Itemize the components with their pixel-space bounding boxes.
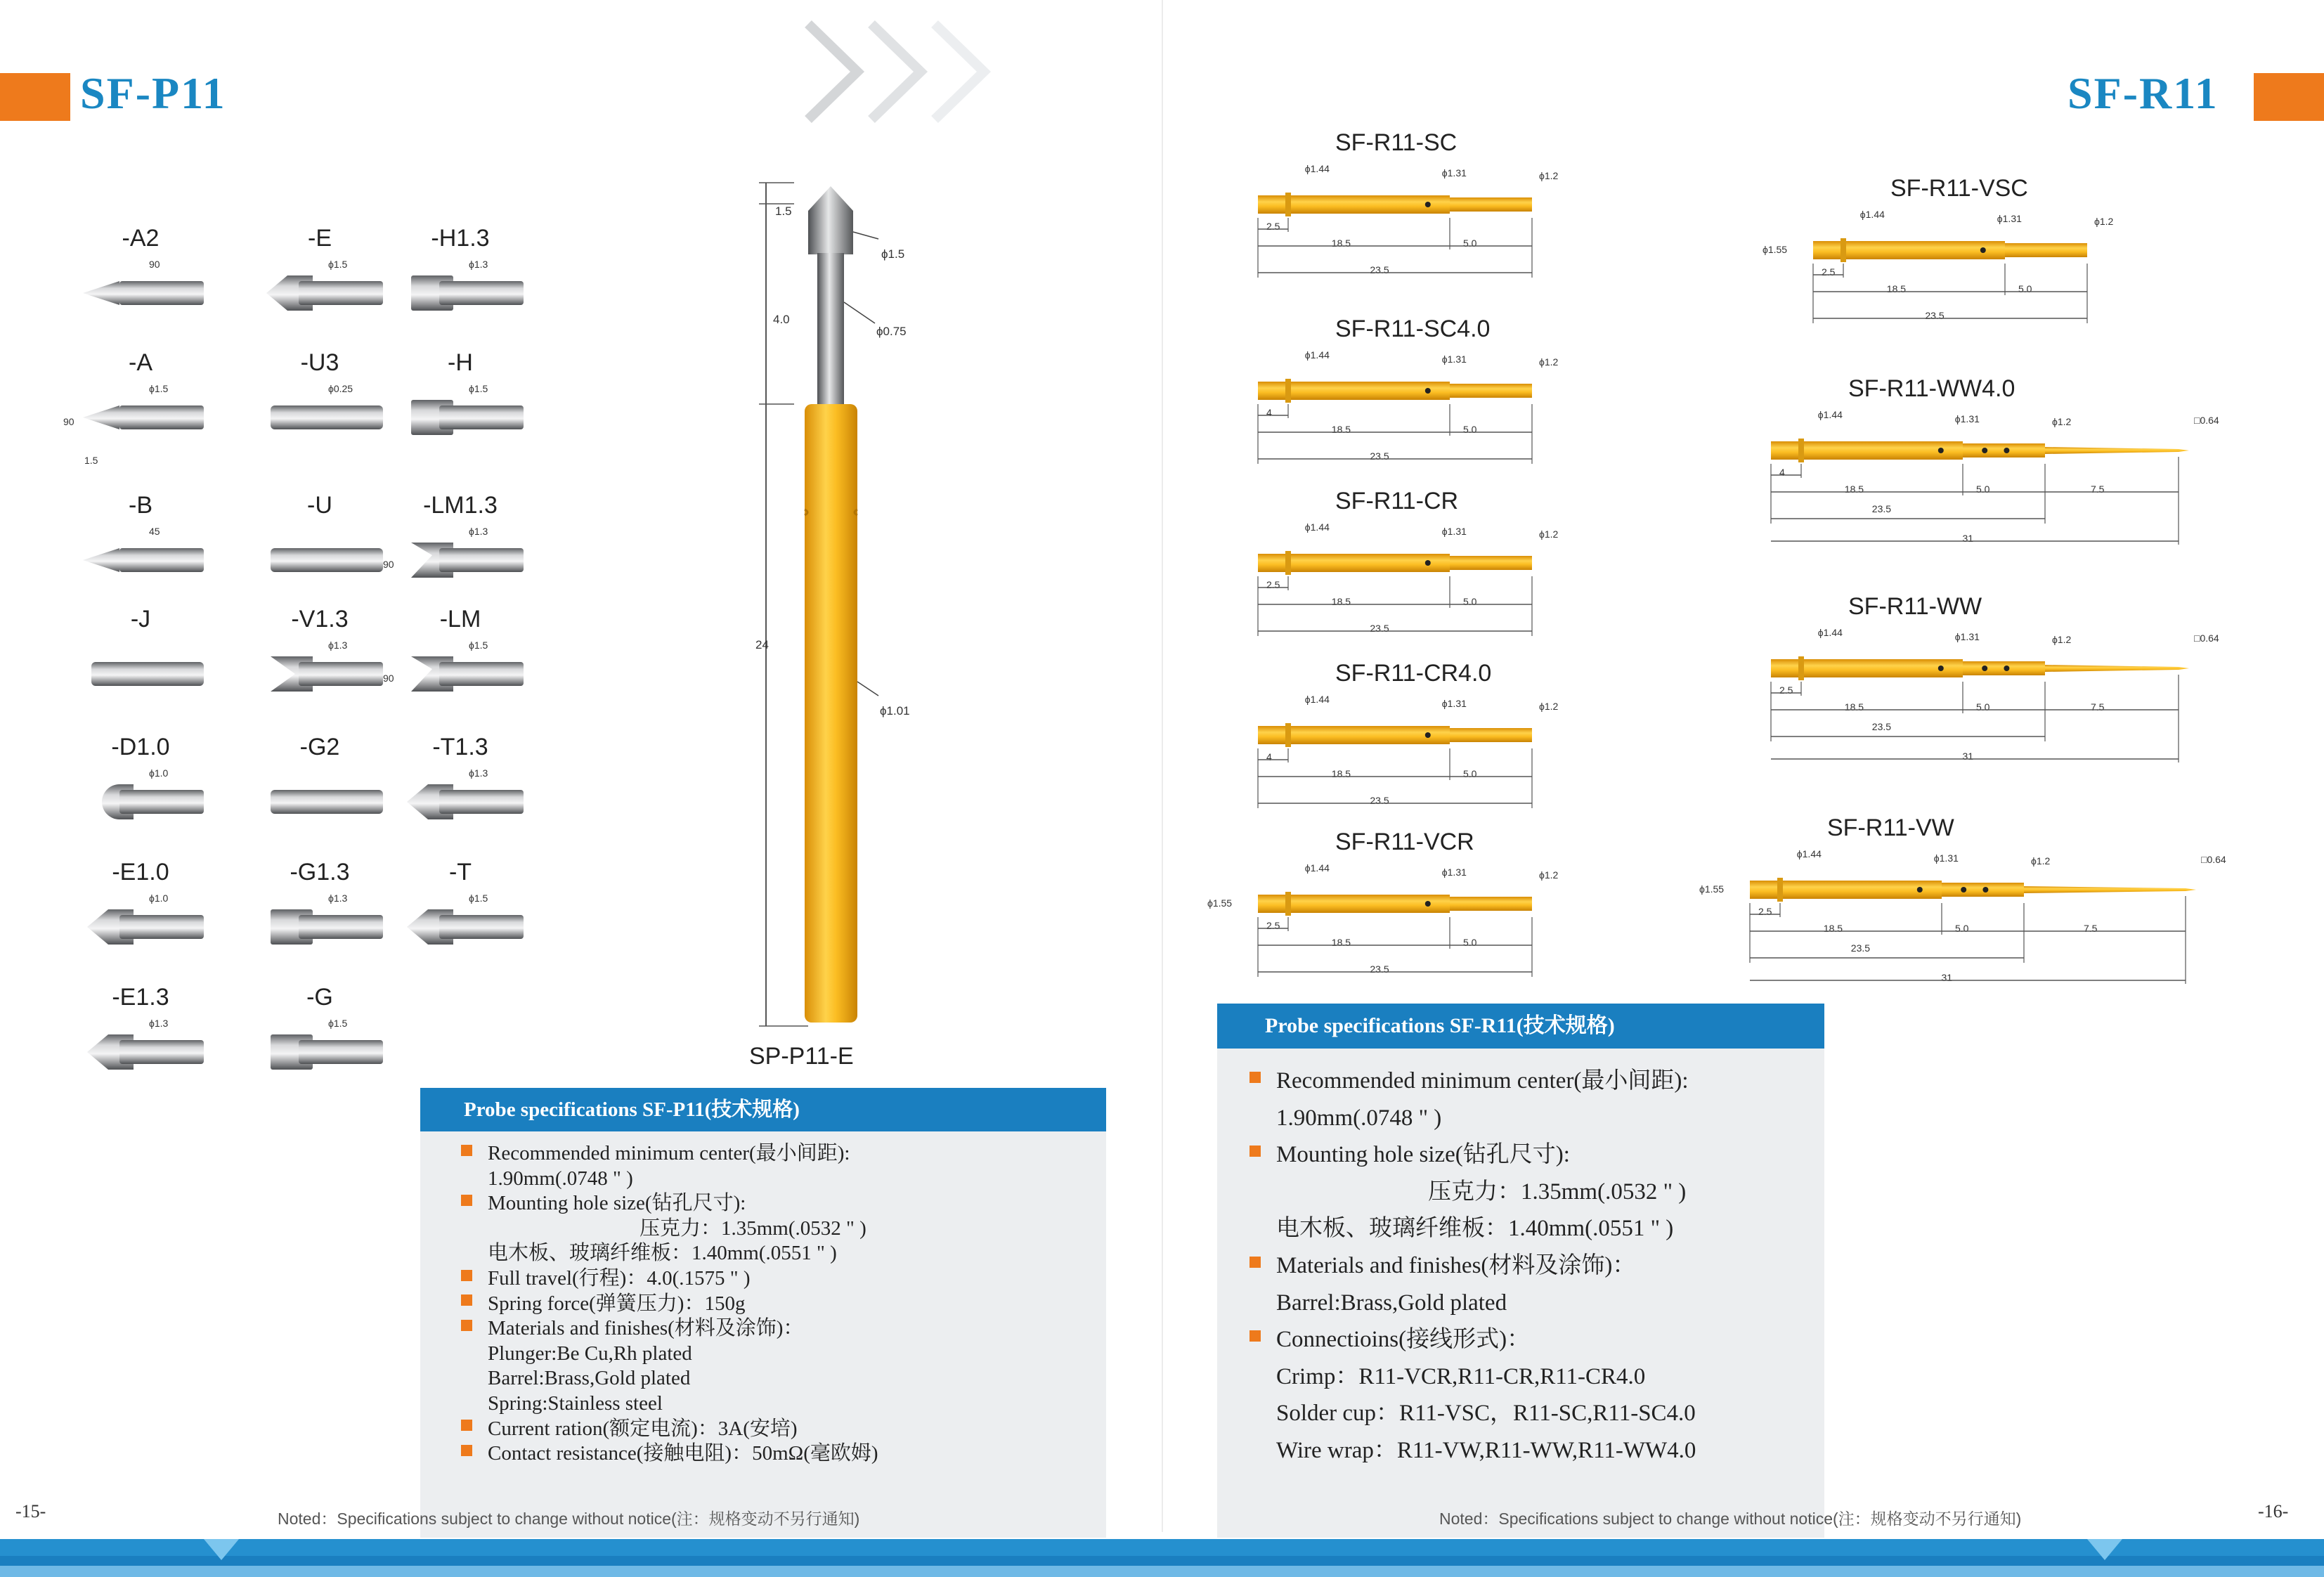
tip-label: -U — [307, 492, 332, 519]
tip-dimension: ϕ1.3 — [469, 767, 488, 779]
dimension-label: 7.5 — [2091, 484, 2105, 495]
diameter-label: ϕ1.2 — [1539, 170, 1559, 181]
dimension-label: 18.5 — [1331, 768, 1351, 779]
tip-a2-drawing — [77, 260, 211, 323]
dimension-label: 23.5 — [1370, 450, 1389, 462]
dimension-label: 4 — [1779, 467, 1785, 478]
tip-lm1.3-drawing — [397, 527, 531, 590]
dimension-label: 18.5 — [1331, 238, 1351, 249]
dimension-label: 4 — [1266, 407, 1272, 418]
spec-line-text: Recommended minimum center(最小间距): — [1276, 1068, 1689, 1093]
tip-t-drawing — [397, 894, 531, 957]
spec-line-text: Spring force(弹簧压力)：150g — [488, 1292, 746, 1315]
spec-line-text: Barrel:Brass,Gold plated — [488, 1367, 691, 1390]
dimension-label: 2.5 — [1266, 221, 1280, 232]
dimension-label: 18.5 — [1331, 424, 1351, 435]
tip-e-drawing — [257, 260, 390, 323]
spec-line-text: Barrel:Brass,Gold plated — [1276, 1290, 1507, 1316]
probe-drawing — [1244, 162, 1602, 302]
bullet-marker — [1249, 1257, 1261, 1268]
dimension-label: 23.5 — [1871, 503, 1892, 514]
diameter-label: ϕ1.2 — [2052, 416, 2072, 427]
tip-label: -V1.3 — [291, 606, 349, 632]
dimension-label: 31 — [1962, 533, 1974, 544]
diameter-label: ϕ1.55 — [1699, 883, 1725, 895]
diameter-label: ϕ1.55 — [1763, 244, 1788, 255]
dimension-label: 23.5 — [1370, 623, 1389, 634]
tip-dimension: ϕ1.5 — [328, 259, 348, 270]
dimension-label: 2.5 — [1758, 906, 1772, 917]
tip-label: -A2 — [122, 225, 160, 252]
tip-label: -LM — [439, 606, 481, 632]
spec-line-text: Materials and finishes(材料及涂饰)： — [1276, 1252, 1636, 1278]
dimension-label: 5.0 — [1463, 596, 1477, 607]
tip-dimension: ϕ1.3 — [328, 893, 348, 904]
diameter-label: ϕ1.44 — [1304, 521, 1330, 533]
tip-label: -B — [129, 492, 152, 519]
tip-dimension: ϕ1.3 — [469, 526, 488, 537]
dimension-label: 2.5 — [1822, 266, 1836, 278]
dimension-label: 5.0 — [1463, 424, 1477, 435]
bullet-marker — [1249, 1146, 1261, 1157]
diameter-label: ϕ1.44 — [1304, 349, 1330, 361]
bullet-marker — [461, 1294, 472, 1306]
left-footnote: Noted：Specifications subject to change without notice(注：规格变动不另行通知) — [278, 1510, 860, 1528]
diameter-label: ϕ1.31 — [1954, 413, 1980, 424]
tip-u3-drawing — [257, 384, 390, 448]
spec-line — [457, 1241, 1106, 1266]
page-divider — [1162, 0, 1163, 1532]
left-orange-marker — [0, 73, 70, 121]
bottom-band — [0, 1532, 2324, 1577]
spec-line-text: Materials and finishes(材料及涂饰)： — [488, 1317, 804, 1340]
tip-v1.3-drawing — [257, 641, 390, 704]
tip-dimension: ϕ1.5 — [469, 893, 488, 904]
spec-line-text: Spring:Stainless steel — [488, 1391, 663, 1415]
bullet-marker — [1249, 1072, 1261, 1083]
probe-title: SF-R11-VW — [1827, 815, 1954, 841]
spec-line-text: 1.90mm(.0748 " ) — [488, 1167, 633, 1190]
spec-line — [1245, 1321, 1824, 1358]
spec-line-text: 电木板、玻璃纤维板：1.40mm(.0551 " ) — [488, 1242, 837, 1265]
right-page-title: SF-R11 — [2067, 68, 2219, 118]
dimension-label: 31 — [1962, 751, 1974, 762]
spec-line — [1245, 1395, 1824, 1432]
bullet-marker — [461, 1195, 472, 1206]
tip-label: -J — [130, 606, 151, 632]
diameter-label: ϕ1.31 — [1997, 213, 2022, 224]
probe-title: SF-R11-WW4.0 — [1848, 375, 2015, 402]
dimension-label: 18.5 — [1331, 937, 1351, 948]
diameter-label: ϕ1.2 — [2052, 634, 2072, 645]
diameter-label: ϕ1.2 — [1539, 869, 1559, 881]
spec-line — [1245, 1358, 1824, 1396]
tip-label: -D1.0 — [111, 734, 170, 760]
spec-line-text: Mounting hole size(钻孔尺寸): — [1276, 1142, 1570, 1168]
big-probe-name: SP-P11-E — [749, 1043, 854, 1070]
spec-line — [457, 1316, 1106, 1342]
tip-label: -E — [308, 225, 332, 252]
tip-label: -E1.0 — [112, 859, 169, 885]
big-probe-barrel-diameter: ϕ1.01 — [880, 704, 910, 718]
tip-label: -T1.3 — [432, 734, 488, 760]
spec-line — [457, 1366, 1106, 1391]
dimension-label: 2.5 — [1266, 579, 1280, 590]
tip-dimension: 90 — [149, 259, 160, 270]
spec-line-text: Mounting hole size(钻孔尺寸): — [488, 1192, 746, 1215]
tip-d1.0-drawing — [77, 769, 211, 832]
big-probe-tip-length: 1.5 — [775, 205, 792, 218]
probe-drawing — [1244, 348, 1602, 488]
tip-h1.3-drawing — [397, 260, 531, 323]
diameter-label: ϕ1.44 — [1304, 694, 1330, 705]
spec-line — [1245, 1285, 1824, 1322]
dimension-label: 23.5 — [1925, 310, 1945, 321]
big-probe-plunger-diameter: ϕ0.75 — [876, 325, 907, 338]
right-page-number: -16- — [2258, 1501, 2289, 1521]
diameter-label: ϕ1.31 — [1933, 852, 1959, 864]
dimension-label: 23.5 — [1370, 963, 1389, 975]
diameter-label: ϕ1.2 — [2031, 855, 2051, 867]
bullet-marker — [461, 1145, 472, 1156]
probe-title: SF-R11-VCR — [1335, 829, 1474, 855]
probe-drawing — [1244, 520, 1602, 661]
spec-line — [1245, 1210, 1824, 1247]
diameter-label: ϕ1.44 — [1304, 163, 1330, 174]
probe-drawing — [1244, 861, 1602, 1001]
tip-label: -U3 — [300, 349, 339, 376]
dimension-label: 5.0 — [1955, 923, 1969, 934]
bullet-marker — [461, 1445, 472, 1456]
square-size-label: □0.64 — [2194, 632, 2219, 644]
dimension-label: 7.5 — [2084, 923, 2098, 934]
diameter-label: ϕ1.2 — [2094, 216, 2114, 227]
tip-g2-drawing — [257, 769, 390, 832]
spec-line — [1245, 1063, 1824, 1100]
dimension-label: 2.5 — [1266, 920, 1280, 931]
spec-line — [1245, 1136, 1824, 1174]
big-probe-total-length: 24 — [755, 638, 769, 651]
diameter-label: ϕ1.31 — [1954, 631, 1980, 642]
spec-line-text: Plunger:Be Cu,Rh plated — [488, 1342, 692, 1365]
dimension-label: 7.5 — [2091, 701, 2105, 713]
tip-t1.3-drawing — [397, 769, 531, 832]
spec-line-text: Wire wrap：R11-VW,R11-WW,R11-WW4.0 — [1276, 1437, 1696, 1463]
tip-label: -LM1.3 — [423, 492, 498, 519]
tip-label: -G1.3 — [290, 859, 350, 885]
probe-title: SF-R11-SC4.0 — [1335, 316, 1491, 342]
spec-line — [1245, 1247, 1824, 1285]
spec-line — [1245, 1100, 1824, 1137]
left-spec-list — [420, 1131, 1106, 1467]
tip-j-drawing — [77, 641, 211, 704]
tip-label: -H — [448, 349, 473, 376]
tip-dimension: ϕ1.3 — [328, 640, 348, 651]
chevron-decoration-icon — [801, 15, 1012, 128]
probe-title: SF-R11-VSC — [1890, 175, 2028, 202]
dimension-label: 18.5 — [1331, 596, 1351, 607]
spec-line — [457, 1417, 1106, 1442]
spec-line-text: 1.90mm(.0748 " ) — [1276, 1105, 1442, 1131]
tip-a-drawing — [77, 384, 211, 448]
diameter-label: ϕ1.44 — [1796, 848, 1822, 859]
tip-dimension: ϕ1.0 — [149, 893, 169, 904]
dimension-label: 4 — [1266, 751, 1272, 762]
left-spec-heading: Probe specifications SF-P11(技术规格) — [420, 1088, 1106, 1131]
probe-drawing — [1757, 408, 2235, 548]
tip-dimension: 90 — [383, 559, 394, 570]
probe-title: SF-R11-SC — [1335, 129, 1458, 156]
spec-line-text: 压克力：1.35mm(.0532 " ) — [1428, 1179, 1687, 1205]
diameter-label: ϕ1.31 — [1441, 526, 1467, 537]
spec-line — [1245, 1432, 1824, 1469]
left-page-title: SF-P11 — [80, 68, 226, 118]
dimension-label: 18.5 — [1823, 923, 1843, 934]
tip-dimension: ϕ1.3 — [469, 259, 488, 270]
right-spec-heading: Probe specifications SF-R11(技术规格) — [1217, 1004, 1824, 1049]
spec-line-text: Crimp：R11-VCR,R11-CR,R11-CR4.0 — [1276, 1363, 1646, 1389]
diameter-label: ϕ1.44 — [1304, 862, 1330, 874]
bullet-marker — [461, 1320, 472, 1331]
right-orange-marker — [2254, 73, 2324, 121]
spec-line — [457, 1266, 1106, 1292]
tip-dimension: ϕ1.5 — [328, 1018, 348, 1029]
dimension-label: 23.5 — [1871, 721, 1892, 732]
dimension-label: 18.5 — [1844, 701, 1864, 713]
tip-dimension: ϕ1.5 — [149, 383, 169, 394]
tip-g-drawing — [257, 1019, 390, 1082]
dimension-label: 31 — [1941, 972, 1953, 983]
dimension-label: 23.5 — [1370, 264, 1389, 275]
left-page-number: -15- — [15, 1501, 46, 1521]
tip-label: -T — [448, 859, 472, 885]
square-size-label: □0.64 — [2201, 854, 2226, 865]
probe-title: SF-R11-CR — [1335, 488, 1459, 514]
dimension-label: 5.0 — [2018, 283, 2032, 294]
dimension-label: 2.5 — [1779, 684, 1793, 696]
bullet-marker — [461, 1420, 472, 1431]
spec-line-text: Current ration(额定电流)：3A(安培) — [488, 1417, 798, 1440]
diameter-label: ϕ1.31 — [1441, 698, 1467, 709]
dimension-label: 18.5 — [1886, 283, 1907, 294]
tip-dimension: 90 — [383, 673, 394, 684]
tip-dimension: ϕ0.25 — [328, 383, 353, 394]
diameter-label: ϕ1.2 — [1539, 701, 1559, 712]
tip-label: -E1.3 — [112, 984, 169, 1011]
tip-dimension: 1.5 — [84, 455, 98, 466]
right-footnote: Noted：Specifications subject to change without notice(注：规格变动不另行通知) — [1439, 1510, 2022, 1528]
spec-line-text: 电木板、玻璃纤维板：1.40mm(.0551 " ) — [1276, 1216, 1674, 1242]
tip-dimension: ϕ1.0 — [149, 767, 169, 779]
bullet-marker — [1249, 1330, 1261, 1342]
probe-title: SF-R11-CR4.0 — [1335, 660, 1492, 687]
spec-line-text: Recommended minimum center(最小间距): — [488, 1142, 850, 1164]
diameter-label: ϕ1.44 — [1859, 209, 1885, 220]
dimension-label: 5.0 — [1976, 701, 1990, 713]
tip-e1.0-drawing — [77, 894, 211, 957]
spec-line-text: 压克力：1.35mm(.0532 " ) — [640, 1216, 866, 1240]
diameter-label: ϕ1.31 — [1441, 167, 1467, 179]
dimension-label: 5.0 — [1463, 768, 1477, 779]
spec-line — [457, 1441, 1106, 1467]
square-size-label: □0.64 — [2194, 415, 2219, 426]
spec-line-text: Connectioins(接线形式)： — [1276, 1327, 1531, 1353]
dimension-label: 5.0 — [1463, 937, 1477, 948]
dimension-label: 23.5 — [1370, 795, 1389, 806]
tip-dimension: ϕ1.5 — [469, 383, 488, 394]
probe-drawing — [1244, 692, 1602, 833]
tip-dimension: 45 — [149, 526, 160, 537]
tip-e1.3-drawing — [77, 1019, 211, 1082]
diameter-label: ϕ1.31 — [1441, 867, 1467, 878]
left-spec-box — [420, 1088, 1106, 1538]
diameter-label: ϕ1.31 — [1441, 353, 1467, 365]
probe-drawing — [1799, 207, 2157, 348]
tip-g1.3-drawing — [257, 894, 390, 957]
right-spec-list — [1217, 1049, 1824, 1469]
tip-label: -A — [129, 349, 152, 376]
tip-dimension: ϕ1.5 — [469, 640, 488, 651]
spec-line — [457, 1167, 1106, 1192]
diameter-label: ϕ1.2 — [1539, 528, 1559, 540]
tip-label: -H1.3 — [431, 225, 490, 252]
spec-line-text: Full travel(行程)：4.0(.1575 " ) — [488, 1266, 751, 1290]
diameter-label: ϕ1.44 — [1817, 409, 1843, 420]
spec-line — [457, 1216, 1106, 1242]
spec-line — [1245, 1174, 1824, 1211]
diameter-label: ϕ1.55 — [1207, 897, 1233, 909]
tip-h-drawing — [397, 384, 531, 448]
dimension-label: 5.0 — [1976, 484, 1990, 495]
tip-label: -G — [306, 984, 333, 1011]
diameter-label: ϕ1.2 — [1539, 356, 1559, 368]
spec-line — [457, 1391, 1106, 1417]
bullet-marker — [461, 1270, 472, 1281]
spec-line — [457, 1292, 1106, 1317]
spec-line-text: Contact resistance(接触电阻)：50mΩ(毫欧姆) — [488, 1442, 878, 1465]
spec-line — [457, 1141, 1106, 1167]
tip-u-drawing — [257, 527, 390, 590]
big-probe-drawing — [745, 155, 928, 1040]
dimension-label: 5.0 — [1463, 238, 1477, 249]
probe-drawing — [1757, 625, 2235, 766]
diameter-label: ϕ1.44 — [1817, 627, 1843, 638]
spec-line — [457, 1342, 1106, 1367]
tip-b-drawing — [77, 527, 211, 590]
probe-drawing — [1736, 847, 2242, 987]
big-probe-plunger-length: 4.0 — [773, 313, 790, 326]
tip-dimension: 90 — [63, 416, 74, 427]
dimension-label: 18.5 — [1844, 484, 1864, 495]
right-spec-box — [1217, 1004, 1824, 1538]
tip-dimension: ϕ1.3 — [149, 1018, 169, 1029]
probe-title: SF-R11-WW — [1848, 593, 1982, 620]
big-probe-tip-diameter: ϕ1.5 — [881, 247, 905, 261]
tip-lm-drawing — [397, 641, 531, 704]
dimension-label: 23.5 — [1850, 942, 1871, 954]
spec-line — [457, 1191, 1106, 1216]
tip-label: -G2 — [299, 734, 340, 760]
spec-line-text: Solder cup：R11-VSC，R11-SC,R11-SC4.0 — [1276, 1401, 1696, 1427]
